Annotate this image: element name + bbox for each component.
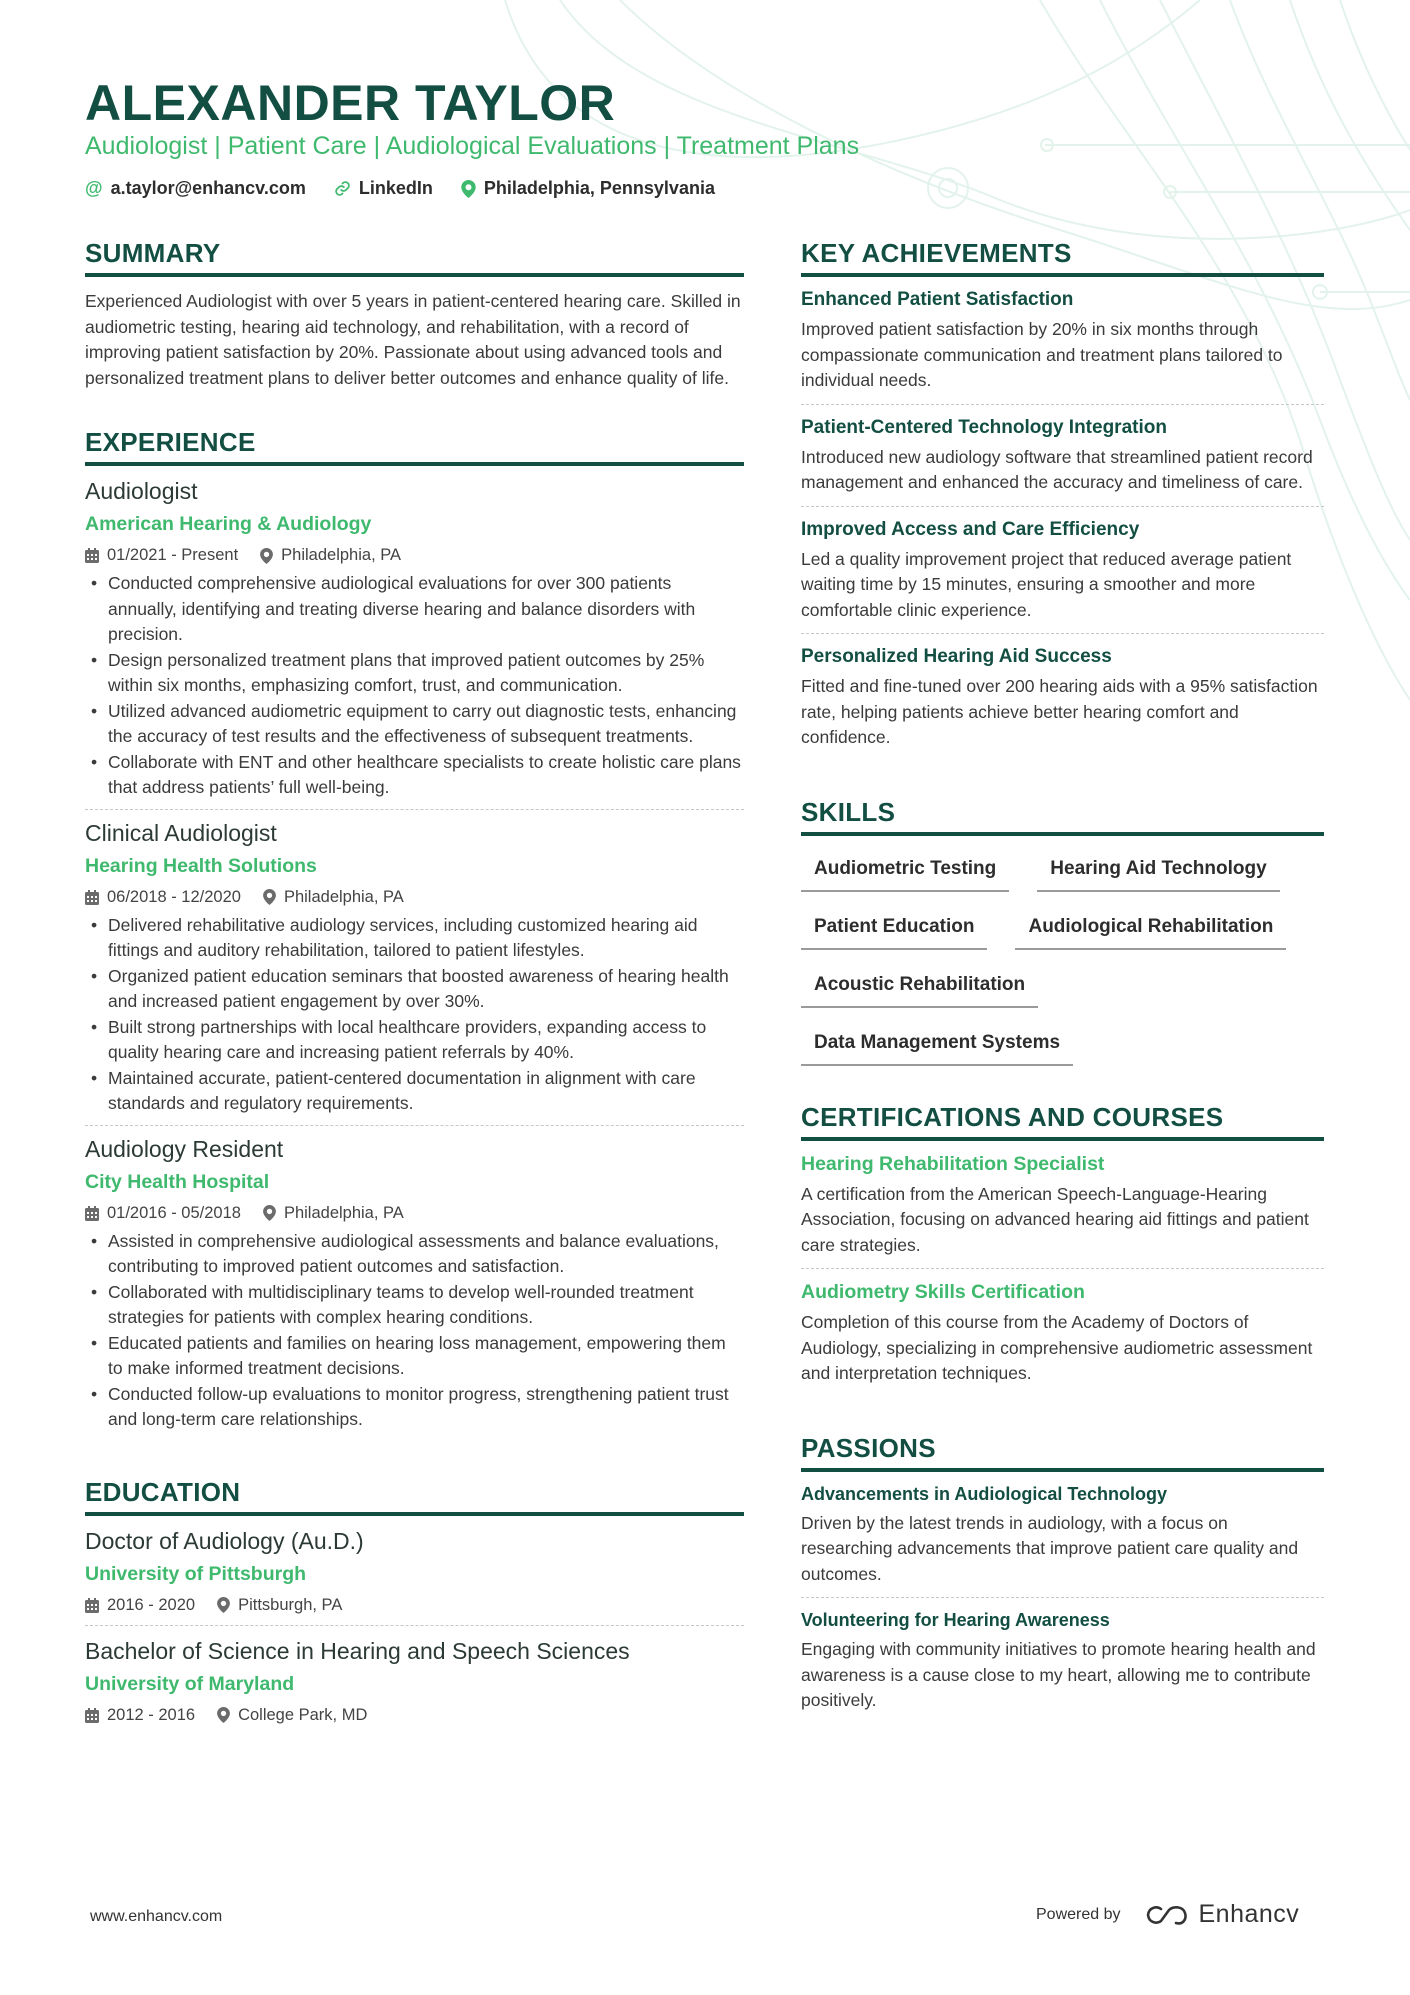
- education-location-text: College Park, MD: [238, 1705, 368, 1724]
- job-bullets: [85, 1229, 744, 1433]
- passion-item: [801, 1610, 1324, 1724]
- job-location: [260, 546, 401, 565]
- education-meta: [85, 1706, 744, 1725]
- brand-name: Enhancv: [1198, 1900, 1300, 1928]
- certification-item: [801, 1281, 1324, 1397]
- achievement-desc: Led a quality improvement project that reduced average patient waiting time by 15 minutes, ensuring a smoother and more comfortable clinic experience.: [801, 548, 1292, 620]
- job-meta: [85, 1204, 744, 1223]
- bullet-item: • Built strong partnerships with local healthcare providers, expanding access to quality hearing care and increasing patient referrals by 40%.: [85, 1015, 744, 1066]
- certification-desc: A certification from the American Speech-Language-Hearing Association, focusing on advanced hearing aid fittings and patient care strategies.: [801, 1183, 1309, 1255]
- skill-tag: Hearing Aid Technology: [1037, 852, 1279, 892]
- achievement-title: Enhanced Patient Satisfaction: [801, 289, 1074, 310]
- bullet-item: • Maintained accurate, patient-centered documentation in alignment with care standards and regulatory requirements.: [85, 1066, 744, 1117]
- experience-section: [85, 427, 744, 1441]
- degree: Doctor of Audiology (Au.D.): [85, 1527, 364, 1554]
- skills-list: [801, 848, 1324, 1066]
- skill-tag: Data Management Systems: [801, 1026, 1073, 1066]
- summary-section: [85, 238, 744, 391]
- job-dates: 01/2021 - Present: [107, 546, 239, 565]
- experience-entry: [85, 820, 744, 1126]
- experience-title: EXPERIENCE: [85, 427, 744, 466]
- calendar-icon: [85, 1206, 99, 1221]
- contact-email[interactable]: [85, 178, 306, 199]
- summary-text: Experienced Audiologist with over 5 years in patient-centered hearing care. Skilled in audiometric testing, hearing aid technology, and rehabilitation, with a record of improving patient satisfaction by 20%. Passionate about using advanced tools and personalized treatment plans to deliver better outcomes and enhance quality of life.: [85, 291, 741, 388]
- bullet-item: • Design personalized treatment plans that improved patient outcomes by 25% within six months, emphasizing comfort, trust, and communication.: [85, 648, 744, 699]
- company-name: City Health Hospital: [85, 1170, 270, 1193]
- company-name: American Hearing & Audiology: [85, 513, 372, 536]
- location-pin-icon: [263, 889, 276, 905]
- bullet-item: • Delivered rehabilitative audiology services, including customized hearing aid fittings and auditory rehabilitation, tailored to patient lifestyles.: [85, 913, 744, 964]
- location-pin-icon: [217, 1597, 230, 1613]
- education-dates: 2012 - 2016: [107, 1705, 196, 1724]
- footer-branding: [1036, 1900, 1299, 1929]
- education-section: [85, 1477, 744, 1735]
- education-location: [217, 1596, 342, 1615]
- education-meta: [85, 1596, 744, 1615]
- job-meta: [85, 546, 744, 565]
- achievement-desc: Fitted and fine-tuned over 200 hearing aids with a 95% satisfaction rate, helping patients achieve better hearing comfort and confidence.: [801, 676, 1318, 747]
- skill-tag: Audiological Rehabilitation: [1015, 910, 1286, 950]
- achievements-section: [801, 238, 1324, 761]
- bullet-item: • Organized patient education seminars that boosted awareness of hearing health and increased patient engagement by over 30%.: [85, 964, 744, 1015]
- certifications-section: [801, 1102, 1324, 1397]
- achievement-title: Improved Access and Care Efficiency: [801, 518, 1140, 540]
- achievement-item: [801, 289, 1324, 405]
- date-range: [85, 1706, 195, 1725]
- calendar-icon: [85, 1598, 99, 1613]
- left-column: [85, 238, 744, 1771]
- achievements-title: KEY ACHIEVEMENTS: [801, 238, 1324, 277]
- education-location: [217, 1706, 367, 1725]
- skill-tag: Acoustic Rehabilitation: [801, 968, 1038, 1008]
- skills-section: [801, 797, 1324, 1066]
- job-dates: 06/2018 - 12/2020: [107, 887, 241, 906]
- education-title: EDUCATION: [85, 1477, 744, 1516]
- job-location-text: Philadelphia, PA: [281, 546, 402, 565]
- summary-title: SUMMARY: [85, 238, 744, 277]
- calendar-icon: [85, 548, 99, 563]
- job-title: Clinical Audiologist: [85, 819, 277, 846]
- date-range: [85, 546, 238, 565]
- at-icon: @: [85, 178, 103, 198]
- education-dates: 2016 - 2020: [107, 1595, 196, 1614]
- bullet-item: • Assisted in comprehensive audiological assessments and balance evaluations, contributing to improved patient outcomes and satisfaction.: [85, 1229, 744, 1280]
- achievement-item: [801, 417, 1324, 507]
- location-pin-icon: [461, 180, 476, 198]
- certification-title: Audiometry Skills Certification: [801, 1281, 1085, 1303]
- passions-title: PASSIONS: [801, 1433, 1324, 1472]
- calendar-icon: [85, 890, 99, 905]
- passion-desc: Driven by the latest trends in audiology, with a focus on researching advancements that improve patient care quality and outcomes.: [801, 1512, 1299, 1584]
- headline: Audiologist | Patient Care | Audiological Evaluations | Treatment Plans: [85, 132, 860, 160]
- linkedin-text: LinkedIn: [358, 178, 433, 198]
- contact-bar: [85, 178, 715, 199]
- location-pin-icon: [263, 1205, 276, 1221]
- date-range: [85, 1596, 195, 1615]
- bullet-item: • Conducted follow-up evaluations to monitor progress, strengthening patient trust and long-term care relationships.: [85, 1382, 744, 1433]
- passion-item: [801, 1484, 1324, 1599]
- experience-entry: [85, 478, 744, 810]
- bullet-item: • Conducted comprehensive audiological evaluations for over 300 patients annually, identifying and treating diverse hearing and balance disorders with precision.: [85, 571, 744, 648]
- job-title: Audiology Resident: [85, 1135, 284, 1162]
- bullet-item: • Utilized advanced audiometric equipment to carry out diagnostic tests, enhancing the accuracy of test results and the effectiveness of subsequent treatments.: [85, 699, 744, 750]
- email-text: a.taylor@enhancv.com: [110, 178, 306, 198]
- achievement-desc: Introduced new audiology software that streamlined patient record management and enhanced the accuracy and timeliness of care.: [801, 446, 1313, 492]
- certification-desc: Completion of this course from the Academy of Doctors of Audiology, specializing in comprehensive audiometric assessment and interpretation techniques.: [801, 1312, 1313, 1383]
- achievement-desc: Improved patient satisfaction by 20% in six months through compassionate communication and treatment plans tailored to individual needs.: [801, 319, 1283, 390]
- skills-title: SKILLS: [801, 797, 1324, 836]
- link-icon: [334, 180, 351, 197]
- school-name: University of Pittsburgh: [85, 1562, 307, 1585]
- bullet-item: • Collaborate with ENT and other healthcare specialists to create holistic care plans that address patients’ full well-being.: [85, 750, 744, 801]
- achievement-title: Patient-Centered Technology Integration: [801, 416, 1167, 438]
- achievement-item: [801, 519, 1324, 635]
- candidate-name: ALEXANDER TAYLOR: [85, 75, 616, 131]
- passion-title: Advancements in Audiological Technology: [801, 1483, 1168, 1504]
- job-location-text: Philadelphia, PA: [283, 1203, 404, 1222]
- education-entry: [85, 1638, 744, 1735]
- bullet-item: • Educated patients and families on hearing loss management, empowering them to make informed treatment decisions.: [85, 1331, 744, 1382]
- passions-section: [801, 1433, 1324, 1724]
- date-range: [85, 1204, 241, 1223]
- job-bullets: [85, 571, 744, 801]
- bullet-item: • Collaborated with multidisciplinary teams to develop well-rounded treatment strategies for patients with complex hearing conditions.: [85, 1280, 744, 1331]
- enhancv-logo-icon: [1145, 1903, 1191, 1927]
- certification-item: [801, 1153, 1324, 1270]
- achievement-item: [801, 646, 1324, 761]
- achievement-title: Personalized Hearing Aid Success: [801, 646, 1112, 667]
- certifications-title: CERTIFICATIONS AND COURSES: [801, 1102, 1324, 1141]
- school-name: University of Maryland: [85, 1672, 295, 1695]
- calendar-icon: [85, 1708, 99, 1723]
- powered-by-label: Powered by: [1036, 1905, 1121, 1923]
- job-meta: [85, 888, 744, 907]
- location-pin-icon: [260, 548, 273, 564]
- job-location: [263, 888, 404, 907]
- experience-entry: [85, 1136, 744, 1441]
- job-title: Audiologist: [85, 478, 198, 505]
- date-range: [85, 888, 241, 907]
- education-entry: [85, 1528, 744, 1626]
- right-column: [801, 238, 1324, 1760]
- location-text: Philadelphia, Pennsylvania: [483, 178, 715, 198]
- contact-linkedin[interactable]: [334, 178, 433, 199]
- skill-tag: Audiometric Testing: [801, 852, 1009, 892]
- contact-location: [461, 178, 715, 199]
- certification-title: Hearing Rehabilitation Specialist: [801, 1152, 1105, 1175]
- skill-tag: Patient Education: [801, 910, 987, 950]
- degree: Bachelor of Science in Hearing and Speech Sciences: [85, 1637, 630, 1664]
- location-pin-icon: [217, 1707, 230, 1723]
- job-location-text: Philadelphia, PA: [283, 887, 404, 906]
- company-name: Hearing Health Solutions: [85, 854, 317, 877]
- brand-logo[interactable]: [1145, 1900, 1300, 1929]
- passion-desc: Engaging with community initiatives to promote hearing health and awareness is a cause close to my heart, allowing me to contribute positively.: [801, 1639, 1316, 1710]
- job-location: [263, 1204, 404, 1223]
- job-dates: 01/2016 - 05/2018: [107, 1203, 241, 1222]
- job-bullets: [85, 913, 744, 1117]
- footer-website[interactable]: www.enhancv.com: [90, 1908, 223, 1925]
- passion-title: Volunteering for Hearing Awareness: [801, 1610, 1110, 1630]
- education-location-text: Pittsburgh, PA: [238, 1595, 343, 1614]
